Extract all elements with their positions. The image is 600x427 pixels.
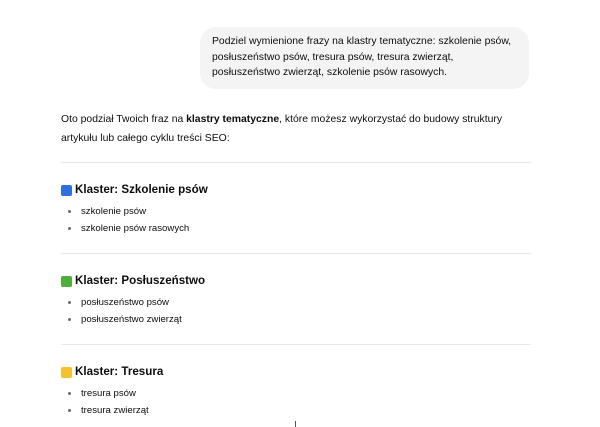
- blue-square-icon: [61, 185, 72, 196]
- list-item: [61, 311, 531, 328]
- list-item-text: szkolenie psów rasowych: [81, 223, 190, 234]
- cluster-tresura: [61, 364, 531, 419]
- cluster-title-text: Klaster: Posłuszeństwo: [75, 274, 206, 287]
- cluster-szkolenie: [61, 182, 531, 237]
- divider: [61, 253, 531, 254]
- reply-intro-after: , które możesz wykorzystać do budowy struktury artykułu lub całego cyklu treści SEO:: [61, 114, 503, 144]
- user-message-text: Podziel wymienione frazy na klastry tematyczne: szkolenie psów, posłuszeństwo psów, tresura psów, tresura zwierząt, posłuszeństwo zwierząt, szkolenie psów rasowych.: [212, 36, 512, 79]
- list-item: [61, 220, 531, 237]
- divider: [61, 344, 531, 345]
- list-item: [61, 294, 531, 311]
- yellow-square-icon: [61, 367, 72, 378]
- list-item-text: tresura zwierząt: [81, 405, 149, 416]
- list-item: [61, 385, 531, 402]
- assistant-reply: [61, 110, 531, 419]
- green-square-icon: [61, 276, 72, 287]
- cluster-title: [61, 364, 531, 380]
- bullet-icon: [68, 227, 71, 230]
- cluster-title-text: Klaster: Szkolenie psów: [75, 183, 208, 196]
- list-item-text: posłuszeństwo psów: [81, 297, 169, 308]
- reply-intro: [61, 110, 531, 148]
- list-item-text: szkolenie psów: [81, 206, 147, 217]
- reply-intro-bold: klastry tematyczne: [186, 114, 280, 125]
- scroll-indicator[interactable]: [295, 421, 296, 427]
- bullet-icon: [68, 392, 71, 395]
- cluster-list: [61, 294, 531, 328]
- divider: [61, 162, 531, 163]
- cluster-title: [61, 182, 531, 198]
- cluster-title: [61, 273, 531, 289]
- bullet-icon: [68, 210, 71, 213]
- list-item: [61, 402, 531, 419]
- list-item-text: tresura psów: [81, 388, 136, 399]
- list-item-text: posłuszeństwo zwierząt: [81, 314, 182, 325]
- list-item: [61, 203, 531, 220]
- cluster-list: [61, 203, 531, 237]
- user-message-bubble: [200, 27, 529, 89]
- reply-intro-before: Oto podział Twoich fraz na: [61, 114, 187, 125]
- bullet-icon: [68, 318, 71, 321]
- cluster-title-text: Klaster: Tresura: [75, 365, 164, 378]
- cluster-list: [61, 385, 531, 419]
- cluster-posluszenstwo: [61, 273, 531, 328]
- bullet-icon: [68, 301, 71, 304]
- bullet-icon: [68, 409, 71, 412]
